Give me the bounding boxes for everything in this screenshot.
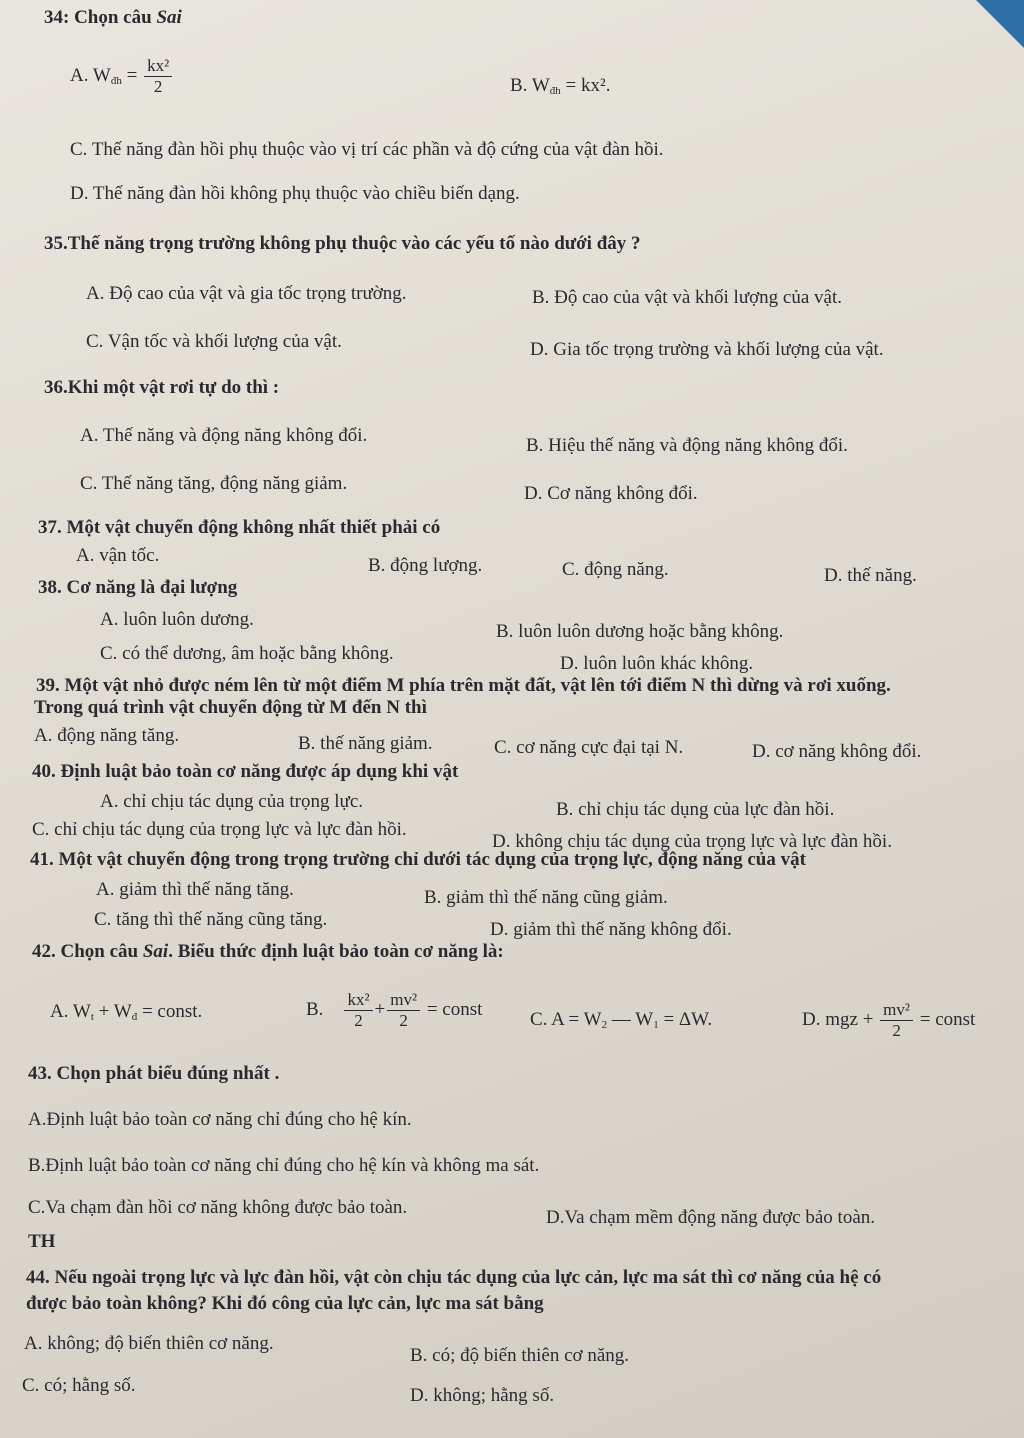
question-43-stem: 43. Chọn phát biểu đúng nhất . [28,1063,280,1084]
question-39-option-c: C. cơ năng cực đại tại N. [494,737,684,758]
question-38-stem: 38. Cơ năng là đại lượng [38,577,238,598]
question-36-stem: 36.Khi một vật rơi tự do thì : [44,377,280,398]
question-36-option-c: C. Thế năng tăng, động năng giảm. [80,473,348,494]
question-34-option-a: A. $W_{đh}$ = $\frac{\text{kx²}}{2}$ [70,56,174,97]
question-36-option-a: A. Thế năng và động năng không đổi. [80,425,368,446]
question-38-option-b: B. luôn luôn dương hoặc bằng không. [496,621,784,642]
question-39-option-a: A. động năng tăng. [34,725,180,746]
question-35-option-c: C. Vận tốc và khối lượng của vật. [86,331,342,352]
question-44-option-c: C. có; hằng số. [22,1375,136,1396]
question-42-option-b: B. $\frac{\text{kx²}}{2}$ + $\frac{\text{mv²}}{2}$ = const [306,990,483,1030]
question-37-option-c: C. động năng. [562,559,669,580]
question-42-option-a: A. $W_t + W_đ$ = const. [50,1001,203,1023]
fraction: $\frac{\text{kx²}}{2}$ [344,990,372,1031]
question-41-option-b: B. giảm thì thế năng cũng giảm. [424,887,668,908]
question-40-stem: 40. Định luật bảo toàn cơ năng được áp dụng khi vật [32,761,459,782]
question-41-option-d: D. giảm thì thế năng không đổi. [490,919,732,940]
fraction: $\frac{\text{mv²}}{2}$ [880,1000,913,1041]
question-43-option-a: A.Định luật bảo toàn cơ năng chỉ đúng cho hệ kín. [28,1109,412,1130]
question-38-option-c: C. có thể dương, âm hoặc bằng không. [100,643,394,664]
question-36-option-d: D. Cơ năng không đổi. [524,483,698,504]
question-39-option-d: D. cơ năng không đổi. [752,741,922,762]
question-44-option-a: A. không; độ biến thiên cơ năng. [24,1333,274,1354]
question-40-option-b: B. chỉ chịu tác dụng của lực đàn hồi. [556,799,835,820]
question-41-option-a: A. giảm thì thế năng tăng. [96,879,294,900]
fraction: $\frac{\text{kx²}}{2}$ [144,56,172,97]
question-40-option-d: D. không chịu tác dụng của trọng lực và lực đàn hồi. [492,831,892,852]
question-35-option-b: B. Độ cao của vật và khối lượng của vật. [532,287,843,308]
question-34-option-b: B. $W_{đh} = kx^2$. [510,75,611,97]
question-34-stem: 34: Chọn câu Sai [44,7,182,28]
question-44-stem-line-1: 44. Nếu ngoài trọng lực và lực đàn hồi, vật còn chịu tác dụng của lực cản, lực ma sát thì cơ năng của hệ có [26,1267,882,1288]
question-42-option-c: C. $A = W_2$ — $W_1 = \Delta W$. [530,1009,713,1031]
question-44-stem-line-2: được bảo toàn không? Khi đó công của lực cản, lực ma sát bằng [26,1293,544,1314]
question-35-option-d: D. Gia tốc trọng trường và khối lượng của vật. [530,339,884,360]
question-34-option-c: C. Thế năng đàn hồi phụ thuộc vào vị trí các phần và độ cứng của vật đàn hồi. [70,139,664,160]
question-42-option-d: D. mgz + $\frac{\text{mv²}}{2}$ = const [802,1000,976,1040]
question-35-option-a: A. Độ cao của vật và gia tốc trọng trường. [86,283,407,304]
question-43-option-c: C.Va chạm đàn hồi cơ năng không được bảo toàn. [28,1197,408,1218]
question-37-option-d: D. thế năng. [824,565,917,586]
question-37-stem: 37. Một vật chuyển động không nhất thiết phải có [38,517,441,538]
question-40-option-c: C. chỉ chịu tác dụng của trọng lực và lực đàn hồi. [32,819,407,840]
question-38-option-a: A. luôn luôn dương. [100,609,254,630]
question-41-stem: 41. Một vật chuyển động trong trọng trường chỉ dưới tác dụng của trọng lực, động năng của vật [30,849,806,870]
question-38-option-d: D. luôn luôn khác không. [560,653,754,674]
question-43-option-d: D.Va chạm mềm động năng được bảo toàn. [546,1207,876,1228]
question-39-stem-line-2: Trong quá trình vật chuyển động từ M đến N thì [34,697,427,718]
question-44-option-b: B. có; độ biến thiên cơ năng. [410,1345,630,1366]
question-40-option-a: A. chỉ chịu tác dụng của trọng lực. [100,791,364,812]
question-41-option-c: C. tăng thì thế năng cũng tăng. [94,909,328,930]
question-37-option-a: A. vận tốc. [76,545,160,566]
section-marker-th: TH [28,1231,56,1252]
question-43-option-b: B.Định luật bảo toàn cơ năng chỉ đúng cho hệ kín và không ma sát. [28,1155,540,1176]
question-36-option-b: B. Hiệu thế năng và động năng không đổi. [526,435,848,456]
question-44-option-d: D. không; hằng số. [410,1385,555,1406]
question-37-option-b: B. động lượng. [368,555,483,576]
question-39-stem-line-1: 39. Một vật nhỏ được ném lên từ một điểm M phía trên mặt đất, vật lên tới điểm N thì dừng và rơi xuống. [36,675,891,696]
fraction: $\frac{\text{mv²}}{2}$ [387,990,420,1031]
question-34-option-d: D. Thế năng đàn hồi không phụ thuộc vào chiều biến dạng. [70,183,520,204]
corner-marker [976,0,1024,48]
question-42-stem: 42. Chọn câu Sai. Biểu thức định luật bảo toàn cơ năng là: [32,941,504,962]
question-35-stem: 35.Thế năng trọng trường không phụ thuộc vào các yếu tố nào dưới đây ? [44,233,641,254]
question-39-option-b: B. thế năng giảm. [298,733,433,754]
